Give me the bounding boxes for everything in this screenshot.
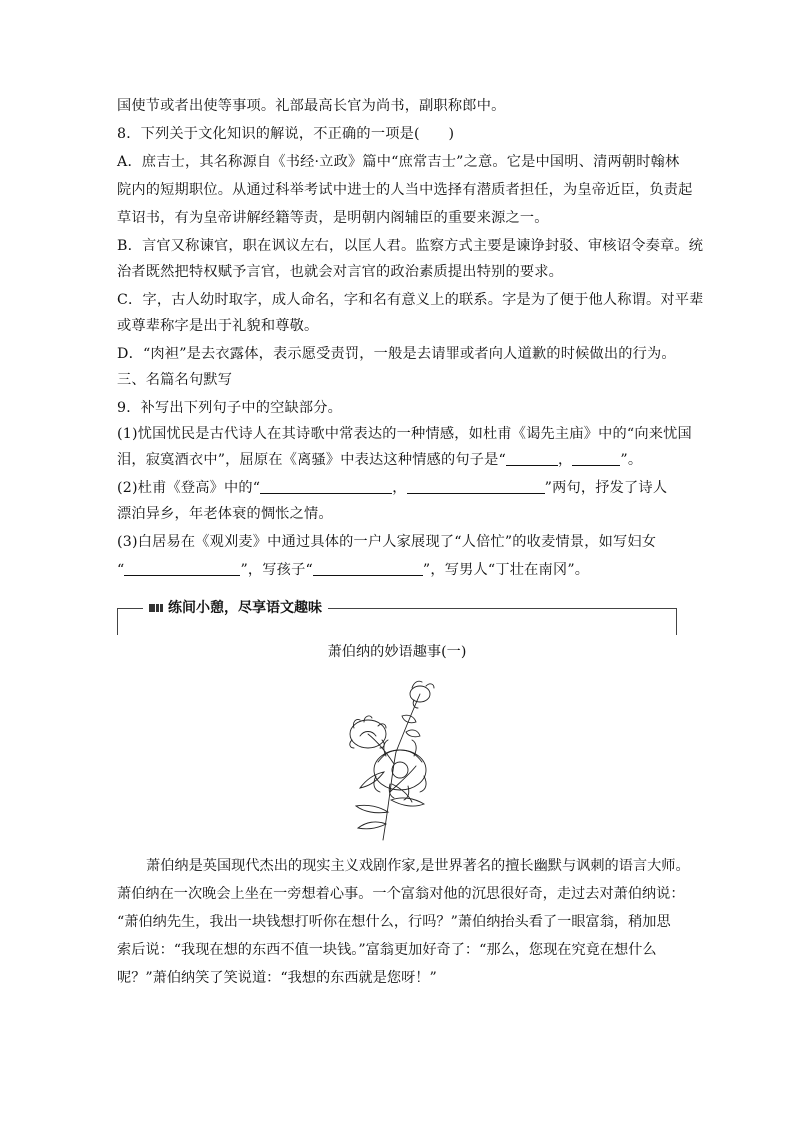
- question-9-1-line2: [117, 450, 683, 470]
- option-c-line2: 或尊辈称字是出于礼貌和尊敬。: [117, 318, 319, 334]
- q3-text-b: “: [117, 562, 125, 578]
- story-title: 萧伯纳的妙语趣事(一): [327, 644, 467, 660]
- option-a-line2: 院内的短期职位。从通过科举考试中进士的人当中选择有潜质者担任，为皇帝近臣，负责起: [117, 182, 693, 198]
- section-heading-3: 三、名篇名句默写: [117, 372, 233, 388]
- story-line-4: 索后说：“我现在想的东西不值一块钱。”富翁更加好奇了：“那么，您现在究竟在想什么: [117, 942, 657, 958]
- story-line-5: 呢？”萧伯纳笑了笑说道：“我想的东西就是您呀！”: [117, 970, 437, 986]
- answer-blank[interactable]: [124, 561, 240, 576]
- option-d-line1: D．“肉袒”是去衣露体，表示愿受责罚，一般是去请罪或者向人道歉的时候做出的行为。: [117, 346, 676, 362]
- question-8-stem: 8．下列关于文化知识的解说，不正确的一项是( ): [117, 126, 455, 142]
- option-a-line3: 草诏书，有为皇帝讲解经籍等责，是明朝内阁辅臣的重要来源之一。: [117, 210, 549, 226]
- story-line-3: “萧伯纳先生，我出一块钱想打听你在想什么，行吗？”萧伯纳抬头看了一眼富翁，稍加思: [117, 914, 671, 930]
- question-9-1-line1: (1)忧国忧民是古代诗人在其诗歌中常表达的一种情感，如杜甫《谒先主庙》中的“向来忧国: [117, 426, 692, 442]
- question-9-2-line1: [117, 478, 683, 498]
- text-line: 国使节或者出使等事项。礼部最高长官为尚书，副职称郎中。: [117, 98, 506, 114]
- q3-text-d: ”，写男人“丁壮在南冈”。: [422, 562, 590, 578]
- q3-text-c: ”，写孩子“: [240, 562, 313, 578]
- option-b-line2: 治者既然把特权赋予言官，也就会对言官的政治素质提出特别的要求。: [117, 264, 564, 280]
- answer-blank[interactable]: [260, 479, 392, 494]
- option-c-line1: C．字，古人幼时取字，成人命名，字和名有意义上的联系。字是为了便于他人称谓。对平辈: [117, 292, 704, 308]
- question-9-2-line2: 漂泊异乡，年老体衰的惆怅之情。: [117, 506, 333, 522]
- q1-text-b: ，: [557, 452, 573, 468]
- section-title: [143, 598, 328, 618]
- section-title-text: 练间小憩，尽享语文趣味: [168, 600, 322, 616]
- answer-blank[interactable]: [506, 451, 558, 466]
- q2-text-a: (2)杜甫《登高》中的“: [117, 480, 261, 496]
- chrysanthemum-illustration: [328, 672, 446, 842]
- bars-icon: [149, 598, 164, 618]
- story-line-2: 萧伯纳在一次晚会上坐在一旁想着心事。一个富翁对他的沉思很好奇，走过去对萧伯纳说：: [117, 886, 685, 902]
- question-9-3-line1: (3)白居易在《观刈麦》中通过具体的一户人家展现了“人倍忙”的收麦情景，如写妇女: [117, 534, 657, 550]
- section-banner: [117, 600, 677, 634]
- question-9-3-line2: [117, 560, 683, 580]
- q2-text-b: ，: [392, 480, 407, 496]
- option-a-line1: A．庶吉士，其名称源自《书经·立政》篇中“庶常吉士”之意。它是中国明、清两朝时翰林: [117, 154, 680, 170]
- story-line-1: 萧伯纳是英国现代杰出的现实主义戏剧作家,是世界著名的擅长幽默与讽刺的语言大师。: [146, 858, 690, 874]
- answer-blank[interactable]: [407, 479, 545, 494]
- q1-text-a: 泪，寂寞酒衣中”，屈原在《离骚》中表达这种情感的句子是“: [117, 452, 506, 468]
- option-b-line1: B．言官又称谏官，职在讽议左右，以匡人君。监察方式主要是谏诤封驳、审核诏令奏章。统: [117, 238, 704, 254]
- answer-blank[interactable]: [572, 451, 620, 466]
- q2-text-c: ”两句，抒发了诗人: [544, 480, 668, 496]
- question-9-stem: 9．补写出下列句子中的空缺部分。: [117, 400, 343, 416]
- q1-text-c: ”。: [620, 452, 643, 468]
- answer-blank[interactable]: [313, 561, 423, 576]
